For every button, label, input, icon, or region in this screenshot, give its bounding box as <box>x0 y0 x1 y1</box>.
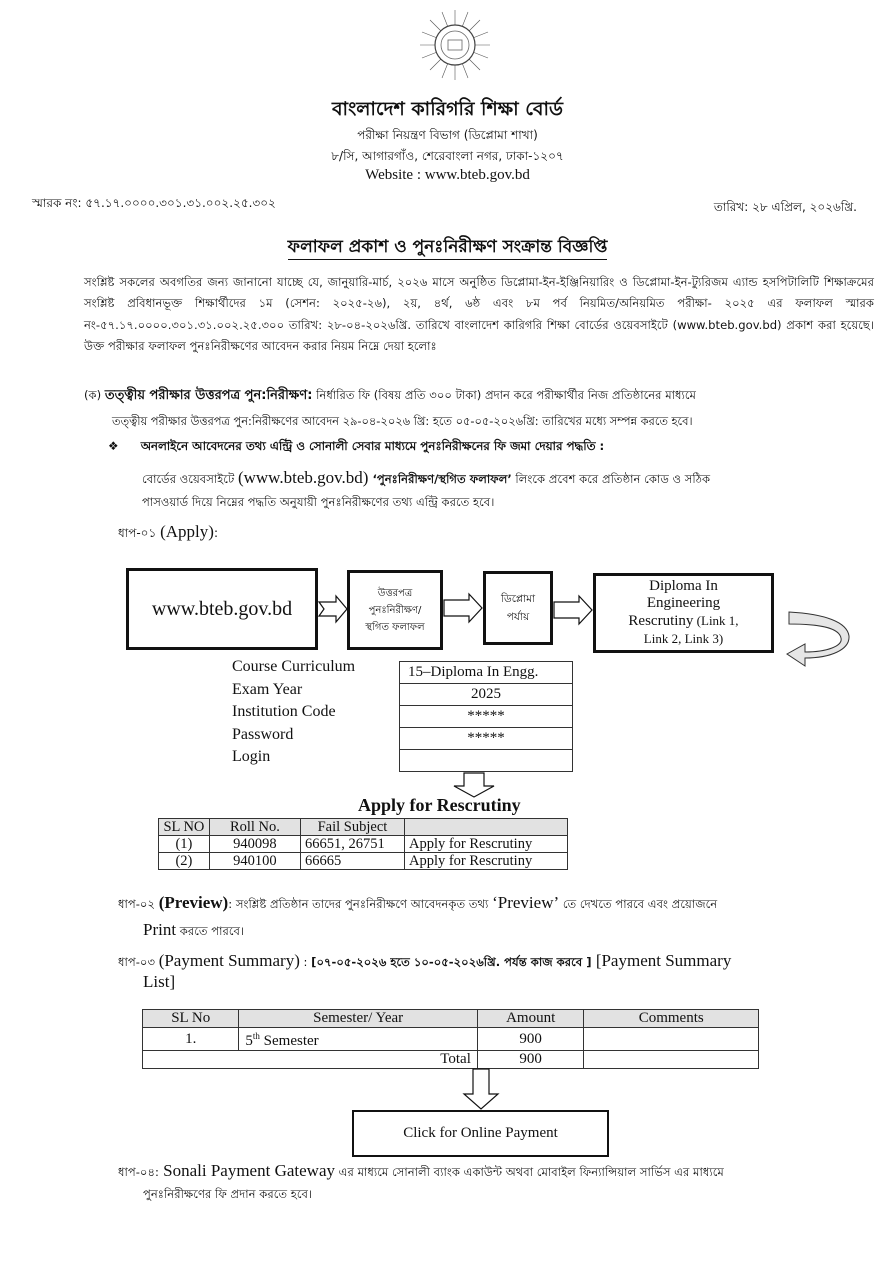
curved-return-arrow-icon <box>785 610 875 672</box>
memo-number: স্মারক নং: ৫৭.১৭.০০০০.৩০১.৩১.০০২.২৫.৩০২ <box>32 196 276 210</box>
address: ৮/সি, আগারগাঁও, শেরেবাংলা নগর, ঢাকা-১২০৭ <box>331 149 564 163</box>
col-fail-subject: Fail Subject <box>300 819 404 836</box>
step2-text3: করতে পারবে। <box>176 924 245 938</box>
bteb-seal-icon <box>420 10 490 80</box>
login-form <box>399 661 573 772</box>
step4-text2: পুনঃনিরীক্ষণের ফি প্রদান করতে হবে। <box>143 1187 313 1201</box>
semester-suffix: th <box>252 1031 260 1041</box>
sonali-payment-gateway: Sonali Payment Gateway <box>158 1161 335 1180</box>
col-semester-year: Semester/ Year <box>239 1010 477 1028</box>
label-exam-year: Exam Year <box>232 680 303 698</box>
col-action <box>404 819 567 836</box>
web-instruction-line2: পাসওয়ার্ড দিয়ে নিম্নের পদ্ধতি অনুযায়ী পুনঃনিরীক্ষণের তথ্য এন্ট্রি করতে হবে। <box>142 495 495 509</box>
course-curriculum-select[interactable]: 15–Diploma In Engg. <box>400 662 573 684</box>
step3-colon: : <box>299 955 312 969</box>
login-form-labels <box>232 656 355 769</box>
apply-for-rescrutiny-title: Apply for Rescrutiny <box>358 795 521 815</box>
flow-box-diploma-level <box>483 571 553 645</box>
col-comments: Comments <box>584 1010 759 1028</box>
table-row <box>159 853 568 870</box>
col-sl-no: SL No <box>143 1010 239 1028</box>
cell-semester <box>239 1028 477 1051</box>
col-amount: Amount <box>477 1010 584 1028</box>
flow-box-diploma-engineering-rescrutiny <box>593 573 774 653</box>
cell-roll: 940098 <box>209 836 300 853</box>
label-password: Password <box>232 725 294 743</box>
semester-text: Semester <box>259 1033 319 1049</box>
step2-preview-word: ‘Preview’ <box>492 893 560 912</box>
section-ka-heading: তত্ত্বীয় পরীক্ষার উত্তরপত্র পুন:নিরীক্ষণ: <box>104 388 313 403</box>
rescrutiny-link-name: ‘পুনঃনিরীক্ষণ/স্থগিত ফলাফল’ <box>368 472 512 486</box>
step2-label: ধাপ-০২ <box>118 897 155 911</box>
arrow-right-icon <box>553 594 593 626</box>
arrow-right-icon <box>443 592 483 624</box>
step2-preview <box>118 890 838 944</box>
four-diamond-bullet-icon: ❖ <box>108 439 119 453</box>
step2-print-word: Print <box>143 920 177 939</box>
section-ka-line1 <box>84 386 884 407</box>
label-institution-code: Institution Code <box>232 703 336 720</box>
bullet-heading <box>108 437 604 457</box>
flow-box4-links-2[interactable]: Link 2, Link 3) <box>643 631 724 646</box>
flow-box2-line1: উত্তরপত্র <box>377 587 413 599</box>
flow-box2-line2: পুনঃনিরীক্ষণ/ <box>368 604 422 616</box>
online-payment-button[interactable]: Click for Online Payment <box>352 1110 609 1157</box>
cell-comments <box>584 1028 759 1051</box>
org-name: বাংলাদেশ কারিগরি শিক্ষা বোর্ড <box>331 98 564 120</box>
intro-paragraph: সংশ্লিষ্ট সকলের অবগতির জন্য জানানো যাচ্ছে যে, জানুয়ারি-মার্চ, ২০২৬ মাসে অনুষ্ঠিত ডিপ্লোমা-ইন-ইঞ্জিনিয়ারিং ও ডিপ্লোমা-ইন-ট্যুরিজম এ্যান্ড হসপিটালিটি শিক্ষাক্রমের সংশ্লিষ্ট প্রবিধানভূক্ত শিক্ষার্থীদের ১ম (সেশন: ২০২৫-২৬), ২য়, ৪র্থ, ৬ষ্ঠ এবং ৮ম পর্ব নিয়মিত/অনিয়মিত পরীক্ষা- ২০২৫ এর ফলাফল স্মারক নং-৫৭.১৭.০০০০.৩০১.৩১.০০২.২৫.৩০০ তারিখ: ২৮-০৪-২০২৬খ্রি. তারিখে বাংলাদেশ কারিগরি শিক্ষা বোর্ডের ওয়েবসাইটে (www.bteb.gov.bd) প্রকাশ করা হয়েছে। উক্ত পরীক্ষার ফলাফল পুনঃনিরীক্ষণের আবেদন করার নিয়ম নিম্নে দেয়া হলোঃ <box>84 275 874 354</box>
web-instruction-suffix: লিংকে প্রবেশ করে প্রতিষ্ঠান কোড ও সঠিক <box>511 472 711 486</box>
step1-heading <box>118 522 218 545</box>
step3-tail1: [Payment Summary <box>591 951 732 970</box>
arrow-down-icon <box>462 1068 500 1110</box>
step1-label: ধাপ-০১ <box>118 526 157 540</box>
semester-number: 5 <box>245 1033 253 1049</box>
cell-roll: 940100 <box>209 853 300 870</box>
col-sl-no: SL NO <box>159 819 210 836</box>
step1-colon: : <box>213 526 218 540</box>
step4-text1: এর মাধ্যমে সোনালী ব্যাংক একাউন্ট অথবা মোবাইল ফিন্যান্সিয়াল সার্ভিস এর মাধ্যমে <box>335 1165 724 1179</box>
step3-tail2: List] <box>143 972 176 991</box>
website-link[interactable]: (www.bteb.gov.bd) <box>237 468 369 487</box>
section-ka-text: নির্ধারিত ফি (বিষয় প্রতি ৩০০ টাকা) প্রদান করে পরীক্ষার্থীর নিজ প্রতিষ্ঠানের মাধ্যমে <box>316 388 696 402</box>
apply-table <box>158 818 568 870</box>
cell-sl: (2) <box>159 853 210 870</box>
web-instruction-prefix: বোর্ডের ওয়েবসাইটে <box>142 472 238 486</box>
cell-fail-subject: 66651, 26751 <box>300 836 404 853</box>
section-ka-label: (ক) <box>84 388 102 402</box>
apply-for-rescrutiny-link[interactable]: Apply for Rescrutiny <box>404 853 567 870</box>
payment-summary-table <box>142 1009 759 1069</box>
step2-text1: : সংশ্লিষ্ট প্রতিষ্ঠান তাদের পুনঃনিরীক্ষণে আবেদনকৃত তথ্য <box>228 897 493 911</box>
cell-sl: (1) <box>159 836 210 853</box>
cell-fail-subject: 66665 <box>300 853 404 870</box>
total-row <box>143 1051 759 1069</box>
total-amount: 900 <box>477 1051 584 1069</box>
flow-box-rescrutiny-result <box>347 570 443 650</box>
step4-sonali-gateway <box>118 1160 838 1205</box>
label-course-curriculum: Course Curriculum <box>232 658 356 675</box>
exam-year-field[interactable]: 2025 <box>400 684 573 706</box>
step2-text2: তে দেখতে পারবে এবং প্রয়োজনে <box>559 897 718 911</box>
step3-label: ধাপ-০৩ <box>118 955 155 969</box>
cell-amount: 900 <box>477 1028 584 1051</box>
total-comments <box>584 1051 759 1069</box>
flow-box4-line1: Diploma In <box>649 578 718 594</box>
step2-title: (Preview) <box>158 893 229 912</box>
flow-box3-line2: পর্যায় <box>506 611 530 623</box>
label-login: Login <box>232 748 271 765</box>
table-row <box>143 1028 759 1051</box>
step4-label: ধাপ-০৪: <box>118 1165 159 1179</box>
flow-box4-line3: Rescrutiny <box>628 613 694 629</box>
table-row <box>159 836 568 853</box>
col-roll-no: Roll No. <box>209 819 300 836</box>
flow-box4-links[interactable]: (Link 1, <box>693 613 739 628</box>
cell-sl: 1. <box>143 1028 239 1051</box>
step3-date-range: [০৭-০৫-২০২৬ হতে ১০-০৫-২০২৬খ্রি. পর্যন্ত কাজ করবে ] <box>311 955 592 969</box>
flow-box4-line2: Engineering <box>646 595 721 611</box>
step1-title: (Apply) <box>160 522 214 541</box>
flow-box2-line3: স্থগিত ফলাফল <box>365 621 425 633</box>
bullet-text: অনলাইনে আবেদনের তথ্য এন্ট্রি ও সোনালী সেবার মাধ্যমে পুনঃনিরীক্ষনের ফি জমা দেয়ার পদ্ধতি : <box>140 439 605 453</box>
web-instruction-line1 <box>142 468 882 490</box>
total-label: Total <box>143 1051 478 1069</box>
step3-title: (Payment Summary) <box>158 951 300 970</box>
website: Website : www.bteb.gov.bd <box>365 167 530 183</box>
notice-title-wrap <box>0 234 895 262</box>
institution-code-field[interactable]: ***** <box>400 706 573 728</box>
apply-for-rescrutiny-link[interactable]: Apply for Rescrutiny <box>404 836 567 853</box>
section-ka-line2: তত্ত্বীয় পরীক্ষার উত্তরপত্র পুন:নিরীক্ষণের আবেদন ২৯-০৪-২০২৬ খ্রি: হতে ০৫-০৫-২০২৬খ্রি: তারিখের মধ্যে সম্পন্ন করতে হবে। <box>112 414 693 428</box>
step3-payment-summary <box>118 951 838 993</box>
login-button[interactable] <box>400 750 573 772</box>
flow-box3-line1: ডিপ্লোমা <box>500 593 536 605</box>
department: পরীক্ষা নিয়ন্ত্রণ বিভাগ (ডিপ্লোমা শাখা) <box>357 128 538 142</box>
notice-date: তারিখ: ২৮ এপ্রিল, ২০২৬খ্রি. <box>713 200 857 214</box>
password-field[interactable]: ***** <box>400 728 573 750</box>
arrow-right-icon <box>318 594 348 624</box>
flow-box-website: www.bteb.gov.bd <box>126 568 318 650</box>
notice-title: ফলাফল প্রকাশ ও পুনঃনিরীক্ষণ সংক্রান্ত বিজ্ঞপ্তি <box>288 237 608 260</box>
